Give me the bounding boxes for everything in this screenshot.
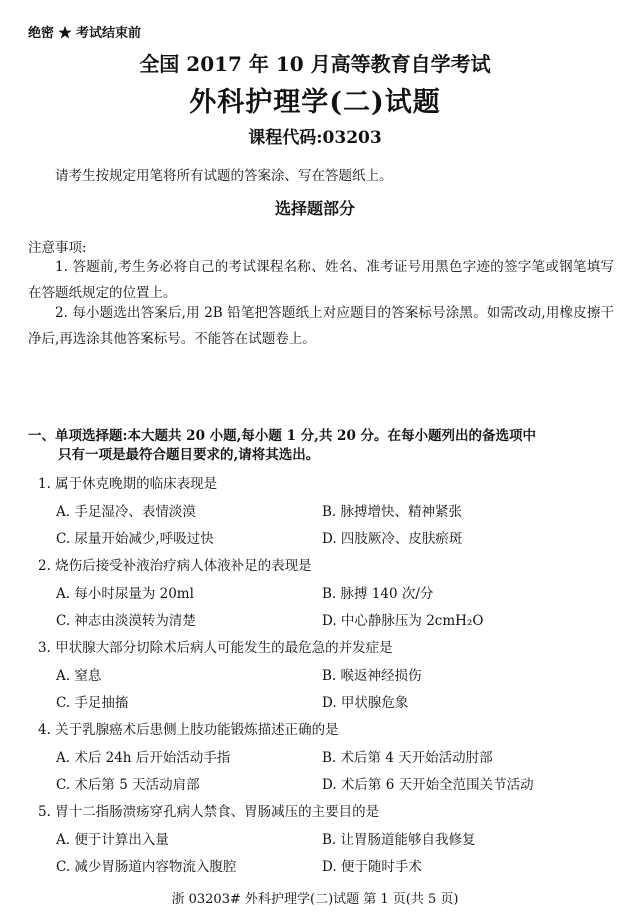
option-a: A. 手足湿冷、表情淡漠 — [56, 504, 196, 520]
option-c: C. 手足抽搐 — [56, 695, 129, 711]
option-d: D. 甲状腺危象 — [322, 695, 409, 711]
section-title: 选择题部分 — [274, 199, 355, 218]
page-footer: 浙 03203# 外科护理学(二)试题 第 1 页(共 5 页) — [171, 892, 459, 907]
option-b: B. 术后第 4 天开始活动肘部 — [322, 750, 493, 766]
notes-heading: 注意事项: — [28, 240, 87, 256]
note-item-2: 2. 每小题选出答案后,用 2B 铅笔把答题纸上对应题目的答案标号涂黑。如需改动,用橡皮擦干净后,再选涂其他答案标号。不能答在试题卷上。 — [28, 305, 614, 347]
part-one-heading — [28, 427, 618, 465]
course-code: 课程代码:03203 — [248, 128, 382, 148]
instruction-text: 请考生按规定用笔将所有试题的答案涂、写在答题纸上。 — [55, 168, 393, 184]
part-one-line-1: 一、单项选择题:本大题共 20 小题,每小题 1 分,共 20 分。在每小题列出的备选项中 — [28, 428, 537, 444]
question-stem: 4. 关于乳腺癌术后患侧上肢功能锻炼描述正确的是 — [38, 722, 339, 738]
option-c: C. 神志由淡漠转为清楚 — [56, 613, 196, 629]
question-stem: 3. 甲状腺大部分切除术后病人可能发生的最危急的并发症是 — [38, 640, 393, 656]
note-item-1: 1. 答题前,考生务必将自己的考试课程名称、姓名、准考证号用黑色字迹的签字笔或钢笔填写在答题纸规定的位置上。 — [28, 259, 614, 301]
option-c: C. 减少胃肠道内容物流入腹腔 — [56, 859, 237, 875]
question-stem: 5. 胃十二指肠溃疡穿孔病人禁食、胃肠减压的主要目的是 — [38, 804, 380, 820]
option-d: D. 中心静脉压为 2cmH₂O — [322, 613, 484, 629]
option-d: D. 术后第 6 天开始全范围关节活动 — [322, 777, 534, 793]
subject-title: 外科护理学(二)试题 — [189, 87, 441, 118]
option-b: B. 喉返神经损伤 — [322, 668, 422, 684]
option-c: C. 术后第 5 天活动肩部 — [56, 777, 200, 793]
option-a: A. 术后 24h 后开始活动手指 — [56, 750, 231, 766]
option-a: A. 窒息 — [56, 668, 102, 684]
option-b: B. 脉搏增快、精神紧张 — [322, 504, 463, 520]
option-d: D. 便于随时手术 — [322, 859, 422, 875]
option-d: D. 四肢厥冷、皮肤瘀斑 — [322, 531, 463, 547]
option-c: C. 尿量开始减少,呼吸过快 — [56, 531, 214, 547]
exam-title: 全国 2017 年 10 月高等教育自学考试 — [139, 52, 491, 76]
question-stem: 1. 属于休克晚期的临床表现是 — [38, 476, 218, 492]
confidential-label: 绝密 ★ 考试结束前 — [28, 26, 142, 41]
question-stem: 2. 烧伤后接受补液治疗病人体液补足的表现是 — [38, 558, 312, 574]
option-b: B. 脉搏 140 次/分 — [322, 586, 434, 602]
part-one-line-2: 只有一项是最符合题目要求的,请将其选出。 — [58, 447, 320, 463]
option-a: A. 每小时尿量为 20ml — [56, 586, 194, 602]
option-a: A. 便于计算出入量 — [56, 832, 169, 848]
option-b: B. 让胃肠道能够自我修复 — [322, 832, 476, 848]
